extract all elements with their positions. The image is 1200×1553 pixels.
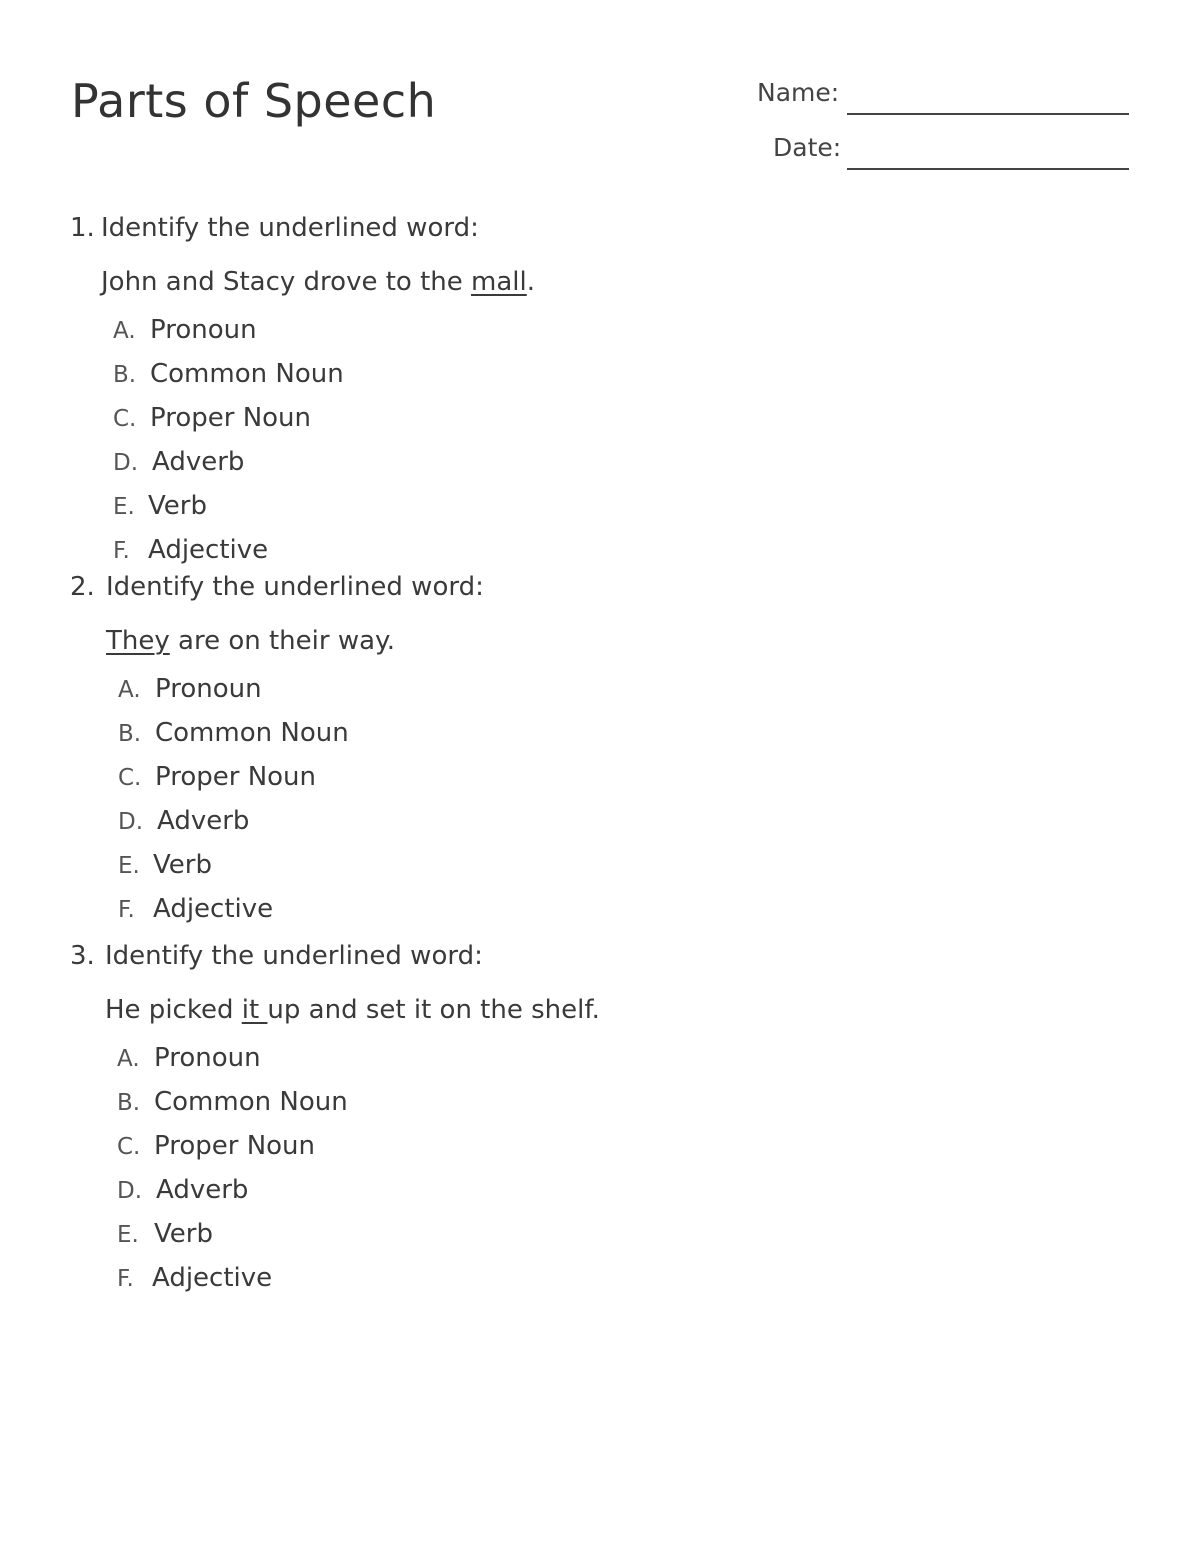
option-text: Adverb: [152, 447, 245, 477]
sentence-text: John and Stacy drove to the: [101, 267, 472, 297]
option-letter: A.: [118, 677, 141, 703]
name-field[interactable]: [847, 113, 1129, 115]
question-3-heading: [70, 939, 483, 973]
question-2-sentence: [106, 624, 395, 658]
sentence-text: He picked: [105, 995, 242, 1025]
question-1-option-b[interactable]: [113, 357, 344, 392]
option-text: Common Noun: [150, 359, 344, 389]
question-2-option-c[interactable]: [118, 760, 316, 795]
sentence-text: up and set it on the shelf.: [267, 995, 600, 1025]
option-text: Adjective: [153, 894, 274, 924]
question-1-option-f[interactable]: [113, 533, 268, 568]
question-1-option-d[interactable]: [113, 445, 244, 480]
option-letter: B.: [113, 362, 137, 388]
option-letter: E.: [118, 853, 140, 879]
question-1-option-e[interactable]: [113, 489, 207, 524]
option-letter: F.: [118, 897, 135, 923]
option-letter: B.: [118, 721, 142, 747]
option-letter: C.: [117, 1134, 141, 1160]
question-2-option-b[interactable]: [118, 716, 349, 751]
sentence-text: .: [526, 267, 536, 297]
option-text: Verb: [153, 850, 212, 880]
date-field[interactable]: [847, 168, 1129, 170]
question-3-option-d[interactable]: [117, 1173, 248, 1208]
question-number: 3.: [70, 941, 95, 971]
underlined-word: mall: [471, 267, 527, 297]
question-2-option-a[interactable]: [118, 672, 262, 707]
option-letter: E.: [113, 494, 135, 520]
question-1-sentence: [101, 265, 535, 299]
question-2-option-f[interactable]: [118, 892, 273, 927]
question-number: 1.: [70, 213, 95, 243]
question-prompt: Identify the underlined word:: [101, 213, 479, 243]
question-3-option-e[interactable]: [117, 1217, 213, 1252]
page-title: Parts of Speech: [71, 74, 437, 128]
question-number: 2.: [70, 572, 95, 602]
date-label: Date:: [773, 133, 842, 162]
option-letter: B.: [117, 1090, 141, 1116]
option-letter: F.: [117, 1266, 134, 1292]
underlined-word: They: [106, 626, 170, 656]
option-text: Proper Noun: [154, 1131, 316, 1161]
option-letter: D.: [118, 809, 144, 835]
option-text: Verb: [148, 491, 207, 521]
option-text: Proper Noun: [155, 762, 317, 792]
option-letter: D.: [113, 450, 139, 476]
option-text: Verb: [154, 1219, 213, 1249]
question-3-sentence: [105, 993, 600, 1027]
option-letter: A.: [113, 318, 136, 344]
question-prompt: Identify the underlined word:: [106, 572, 484, 602]
question-1-heading: [70, 211, 479, 245]
underlined-word: it: [241, 995, 268, 1025]
question-2-option-d[interactable]: [118, 804, 249, 839]
sentence-text: are on their way.: [169, 626, 395, 656]
question-3-option-c[interactable]: [117, 1129, 315, 1164]
question-2-heading: [70, 570, 484, 604]
question-3-option-a[interactable]: [117, 1041, 261, 1076]
option-text: Pronoun: [150, 315, 257, 345]
option-text: Adverb: [157, 806, 250, 836]
question-3-option-f[interactable]: [117, 1261, 272, 1296]
option-letter: D.: [117, 1178, 143, 1204]
question-3-option-b[interactable]: [117, 1085, 348, 1120]
option-letter: A.: [117, 1046, 140, 1072]
name-label: Name:: [757, 78, 840, 107]
question-1-option-c[interactable]: [113, 401, 311, 436]
option-text: Pronoun: [154, 1043, 261, 1073]
question-prompt: Identify the underlined word:: [105, 941, 483, 971]
option-text: Adverb: [156, 1175, 249, 1205]
option-letter: F.: [113, 538, 130, 564]
option-text: Adjective: [148, 535, 269, 565]
question-2-option-e[interactable]: [118, 848, 212, 883]
option-text: Common Noun: [154, 1087, 348, 1117]
option-letter: E.: [117, 1222, 139, 1248]
option-letter: C.: [118, 765, 142, 791]
option-text: Adjective: [152, 1263, 273, 1293]
option-text: Common Noun: [155, 718, 349, 748]
question-1-option-a[interactable]: [113, 313, 257, 348]
option-text: Pronoun: [155, 674, 262, 704]
option-letter: C.: [113, 406, 137, 432]
option-text: Proper Noun: [150, 403, 312, 433]
